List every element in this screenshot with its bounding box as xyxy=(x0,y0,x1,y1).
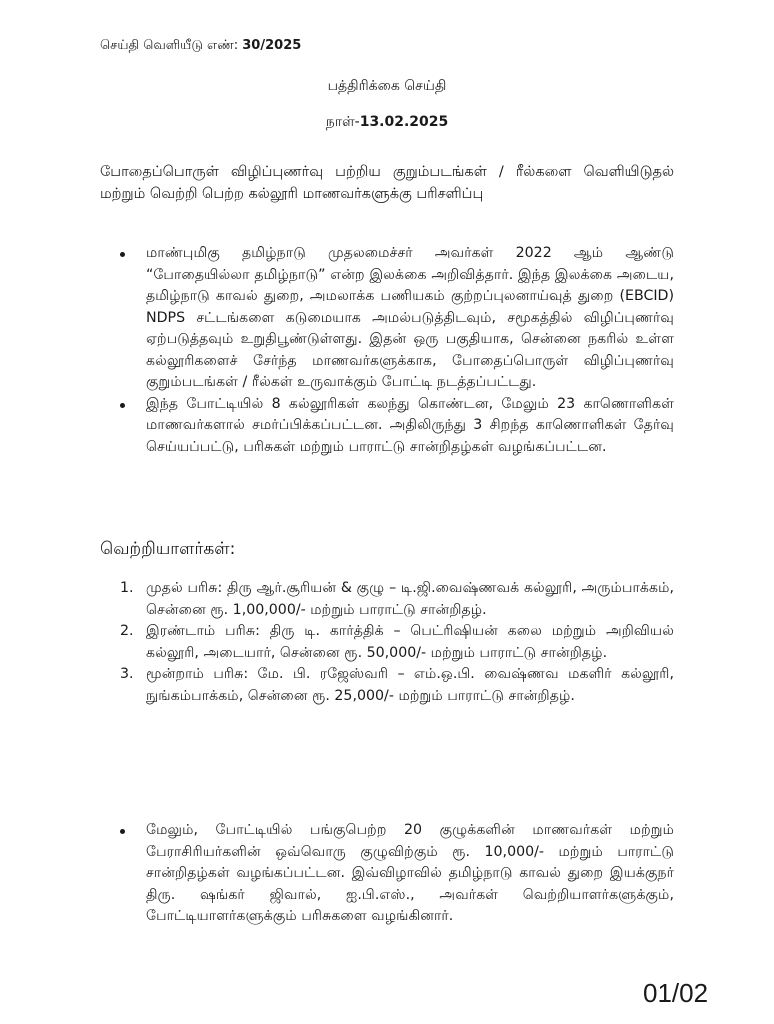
winner-item xyxy=(118,578,674,621)
winner-number: 3. xyxy=(120,666,134,682)
winner-text: முதல் பரிசு: திரு ஆர்.சூரியன் & குழு – டி.ஜி.வைஷ்ணவக் கல்லூரி, அரும்பாக்கம், சென்னை ரூ. 1,00,000/- மற்றும் பாராட்டு சான்றிதழ். xyxy=(146,580,674,618)
winners-list xyxy=(118,578,674,707)
winner-number: 1. xyxy=(120,580,134,596)
winner-text: இரண்டாம் பரிசு: திரு டி. கார்த்திக் – பெட்ரிஷியன் கலை மற்றும் அறிவியல் கல்லூரி, அடையார், சென்னை ரூ. 50,000/- மற்றும் பாராட்டு சான்றிதழ். xyxy=(146,623,674,661)
bullet-icon xyxy=(120,403,125,408)
bullet-text: மேலும், போட்டியில் பங்குபெற்ற 20 குழுக்களின் மாணவர்கள் மற்றும் பேராசிரியர்களின் ஒவ்வொரு குழுவிற்கும் ரூ. 10,000/- மற்றும் பாராட்டு சான்றிதழ்கள் வழங்கப்பட்டன. இவ்விழாவில் தமிழ்நாடு காவல் துறை இயக்குநர் திரு. ஷங்கர் ஜிவால், ஐ.பி.எஸ்., அவர்கள் வெற்றியாளர்களுக்கும், போட்டியாளர்களுக்கும் பரிசுகளை வழங்கினார். xyxy=(146,822,674,924)
subject-paragraph: போதைப்பொருள் விழிப்புணர்வு பற்றிய குறும்படங்கள் / ரீல்களை வெளியிடுதல் மற்றும் வெற்றி பெற்ற கல்லூரி மாணவர்களுக்கு பரிசளிப்பு xyxy=(100,164,674,202)
release-number-value: 30/2025 xyxy=(242,38,302,53)
winner-number: 2. xyxy=(120,623,134,639)
bullet-icon xyxy=(120,252,125,257)
release-number xyxy=(100,38,301,54)
release-number-label: செய்தி வெளியீடு எண்: xyxy=(100,38,239,53)
bullet-icon xyxy=(120,829,125,834)
list-item xyxy=(118,394,674,459)
list-item xyxy=(118,243,674,394)
page-number: 01/02 xyxy=(643,978,709,1008)
bullet-text: இந்த போட்டியில் 8 கல்லூரிகள் கலந்து கொண்டன, மேலும் 23 காணொளிகள் மாணவர்களால் சமர்ப்பிக்கப்பட்டன. அதிலிருந்து 3 சிறந்த காணொளிகள் தேர்வு செய்யப்பட்டு, பரிசுகள் மற்றும் பாராட்டு சான்றிதழ்கள் வழங்கப்பட்டன. xyxy=(146,395,674,455)
winners-heading: வெற்றியாளர்கள்: xyxy=(100,539,236,559)
release-date xyxy=(0,114,774,132)
page-title: பத்திரிக்கை செய்தி xyxy=(327,78,447,94)
date-label: நாள்- xyxy=(325,114,360,130)
winner-item xyxy=(118,621,674,664)
closing-bullet-list xyxy=(118,820,674,928)
bullet-text: மாண்புமிகு தமிழ்நாடு முதலமைச்சர் அவர்கள் 2022 ஆம் ஆண்டு “போதையில்லா தமிழ்நாடு” என்ற இலக்கை அறிவித்தார். இந்த இலக்கை அடைய, தமிழ்நாடு காவல் துறை, அமலாக்க பணியகம் குற்றப்புலனாய்வுத் துறை (EBCID) NDPS சட்டங்களை கடுமையாக அமல்படுத்திடவும், சமூகத்தில் விழிப்புணர்வு ஏற்படுத்தவும் உறுதிபூண்டுள்ளது. இதன் ஒரு பகுதியாக, சென்னை நகரில் உள்ள கல்லூரிகளைச் சேர்ந்த மாணவர்களுக்காக, போதைப்பொருள் விழிப்புணர்வு குறும்படங்கள் / ரீல்கள் உருவாக்கும் போட்டி நடத்தப்பட்டது. xyxy=(146,245,674,390)
winner-text: மூன்றாம் பரிசு: மே. பி. ரஜேஸ்வரி – எம்.ஒ.பி. வைஷ்ணவ மகளிர் கல்லூரி, நுங்கம்பாக்கம், சென்னை ரூ. 25,000/- மற்றும் பாராட்டு சான்றிதழ். xyxy=(146,666,674,704)
winner-item xyxy=(118,664,674,707)
intro-bullet-list xyxy=(118,243,674,458)
list-item xyxy=(118,820,674,928)
date-value: 13.02.2025 xyxy=(359,114,449,130)
